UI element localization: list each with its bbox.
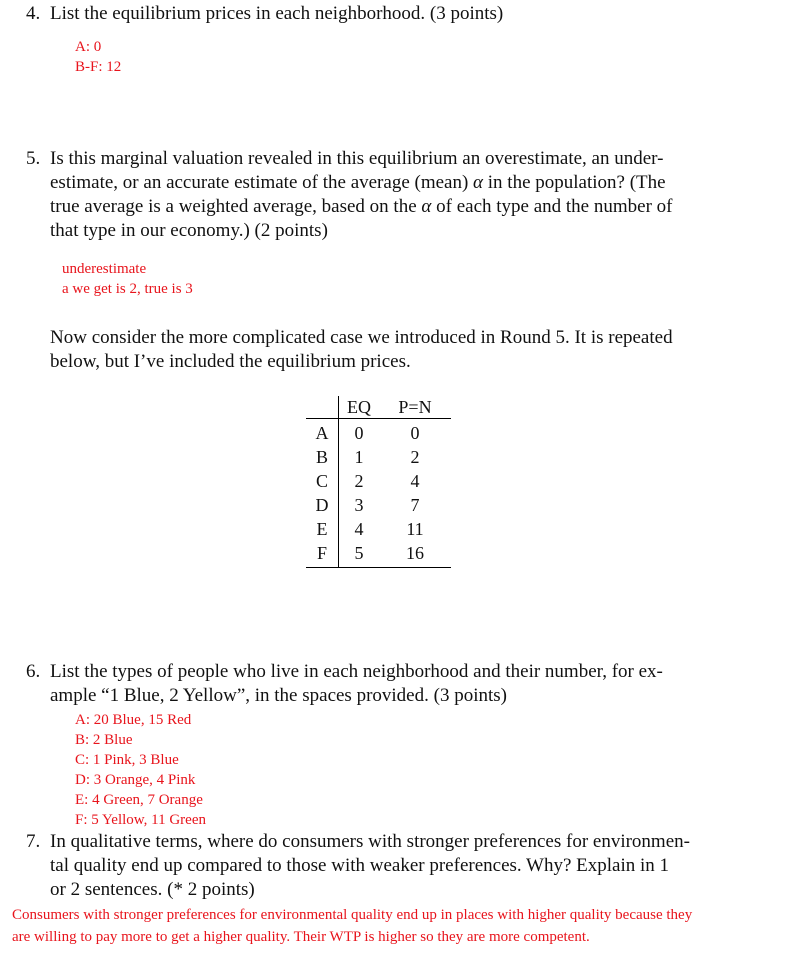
answer-5 (62, 259, 193, 299)
answer-line: A: 0 (75, 39, 102, 55)
eq-value: 2 (354, 470, 364, 491)
table-header-pn: P=N (379, 396, 451, 419)
answer-line: Consumers with stronger preferences for environmental quality end up in places with higher quality because they (12, 907, 693, 923)
answer-7 (12, 904, 692, 948)
question-text: that type in our economy.) (2 points) (50, 220, 328, 241)
answer-4 (75, 37, 121, 77)
row-label: E (306, 517, 339, 541)
row-label: D (306, 493, 339, 517)
alpha-symbol: α (421, 196, 432, 217)
table-row (306, 493, 451, 517)
paragraph-line: below, but I’ve included the equilibrium prices. (50, 351, 411, 372)
table-row (306, 445, 451, 469)
table-row (306, 469, 451, 493)
row-label: C (306, 469, 339, 493)
question-text (26, 171, 672, 195)
equilibrium-table (306, 396, 451, 568)
answer-line: underestimate (62, 261, 147, 277)
table-row (306, 541, 451, 568)
table-row (306, 419, 451, 446)
question-text (26, 195, 672, 219)
question-text: List the types of people who live in each neighborhood and their number, for ex- (50, 661, 663, 682)
question-number: 7. (26, 831, 41, 852)
question-text: ample “1 Blue, 2 Yellow”, in the spaces provided. (3 points) (50, 685, 507, 706)
row-label: A (306, 419, 339, 446)
question-number: 6. (26, 661, 41, 682)
row-label: B (306, 445, 339, 469)
table-row (306, 517, 451, 541)
answer-line: D: 3 Orange, 4 Pink (75, 772, 196, 788)
question-number: 5. (26, 148, 41, 169)
eq-value: 0 (354, 422, 364, 443)
question-number: 4. (26, 3, 41, 24)
question-text: List the equilibrium prices in each neighborhood. (3 points) (50, 3, 504, 24)
answer-line: are willing to pay more to get a higher quality. Their WTP is higher so they are more competent. (12, 929, 590, 945)
pn-value: 0 (410, 422, 420, 443)
intro-paragraph (50, 326, 673, 374)
eq-value: 4 (354, 518, 364, 539)
eq-value: 5 (339, 541, 380, 568)
table-header-row (306, 396, 451, 419)
question-text: Is this marginal valuation revealed in this equilibrium an overestimate, an under- (50, 148, 664, 169)
table-header-blank (306, 396, 339, 419)
text-fragment: estimate, or an accurate estimate of the average (mean) (50, 172, 474, 193)
answer-line: C: 1 Pink, 3 Blue (75, 752, 179, 768)
text-fragment: in the population? (The (483, 172, 666, 193)
row-label: F (306, 541, 339, 568)
question-7 (26, 830, 690, 902)
question-4 (26, 2, 503, 26)
pn-value: 7 (410, 494, 420, 515)
answer-line: A: 20 Blue, 15 Red (75, 712, 192, 728)
answer-6 (75, 710, 206, 830)
question-text: In qualitative terms, where do consumers with stronger preferences for environmen- (50, 831, 690, 852)
alpha-symbol: α (473, 172, 484, 193)
question-text: or 2 sentences. (* 2 points) (50, 879, 255, 900)
pn-value: 4 (410, 470, 420, 491)
pn-value: 2 (410, 446, 420, 467)
eq-value: 1 (354, 446, 364, 467)
text-fragment: of each type and the number of (431, 196, 673, 217)
text-fragment: true average is a weighted average, based on the (50, 196, 422, 217)
eq-value: 3 (354, 494, 364, 515)
question-6 (26, 660, 663, 708)
answer-line: a we get is 2, true is 3 (62, 281, 193, 297)
pn-value: 11 (406, 518, 424, 539)
answer-line: F: 5 Yellow, 11 Green (75, 812, 206, 828)
answer-line: E: 4 Green, 7 Orange (75, 792, 203, 808)
question-text: tal quality end up compared to those with weaker preferences. Why? Explain in 1 (50, 855, 670, 876)
paragraph-line: Now consider the more complicated case we introduced in Round 5. It is repeated (50, 327, 673, 348)
answer-line: B-F: 12 (75, 59, 122, 75)
question-5 (26, 147, 672, 243)
answer-line: B: 2 Blue (75, 732, 133, 748)
table-header-eq: EQ (339, 396, 380, 419)
pn-value: 16 (379, 541, 451, 568)
